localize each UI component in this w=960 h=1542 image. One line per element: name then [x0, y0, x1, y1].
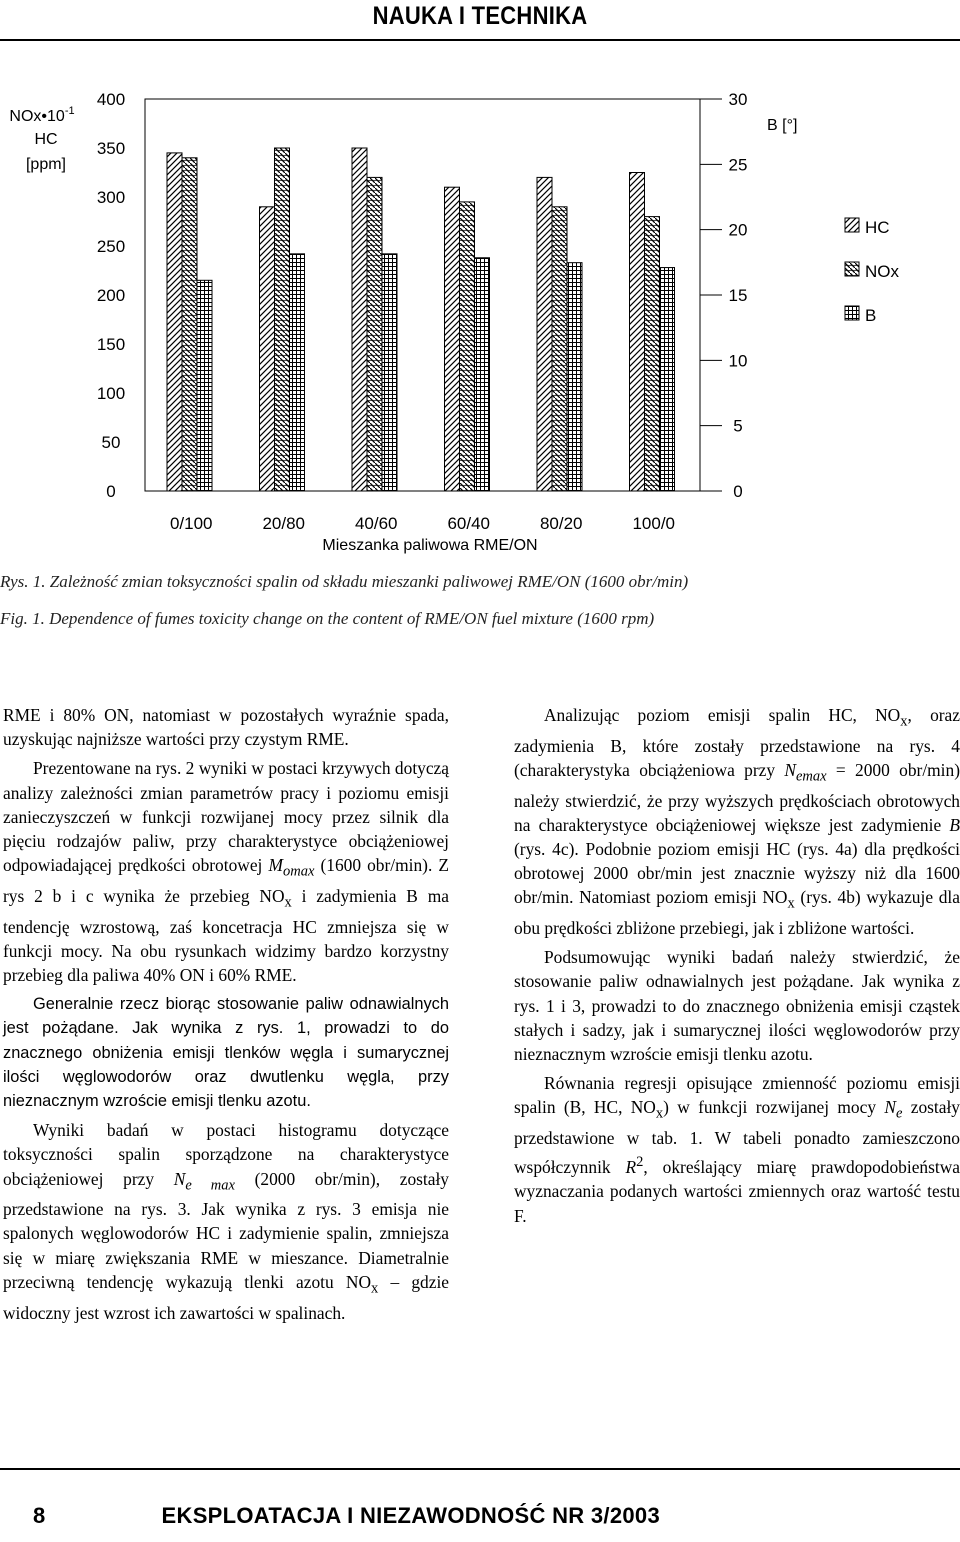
bar-nox: [552, 207, 567, 491]
x-axis-label: Mieszanka paliwowa RME/ON: [322, 537, 538, 554]
bar-b: [290, 254, 305, 491]
y-right-label: B [°]: [767, 117, 798, 134]
y-left-label-line1: $NOx•10^{-1}$: [9, 105, 75, 125]
y-right-tick-label: 30: [728, 90, 748, 109]
bar-hc: [537, 177, 552, 491]
bar-hc: [260, 207, 275, 491]
chart-legend: [845, 218, 900, 325]
y-right-tick-label: 5: [733, 416, 743, 436]
bar-hc: [445, 187, 460, 491]
y-left-label-superscript: -1: [64, 105, 75, 117]
figure-caption-en: Fig. 1. Dependence of fumes toxicity change on the content of RME/ON fuel mixture (1600 rpm): [0, 609, 655, 628]
right-paragraph-1: Analizując poziom emisji spalin HC, $NO_x$, oraz zadymienia B, które zostały przedstawione na rys. 4 (charakterystyka obciążeniowa przy $N_{emax} = 2000$ obr/min) należy stwierdzić, że przy wyższych prędkościach obrotowych na charakterystyce obciążeniowej większe jest zadymienie B (rys. 4c). Podobnie poziom emisji HC (rys. 4a) dla prędkości obrotowej 2000 obr/min jest znacznie wyższy niż dla 1600 obr/min. Natomiast poziom emisji $NO_x$ (rys. 4b) wykazuje dla obu prędkości zbliżone przebiegi, jak i zbliżone wartości.: [514, 705, 960, 939]
y-left-label-line3: [ppm]: [25, 156, 67, 173]
footer-rule: [0, 1468, 960, 1470]
plot-frame: [145, 99, 700, 491]
y-right-tick-label: 10: [728, 351, 748, 371]
legend-label-nox: NOx: [865, 262, 899, 281]
y-right-tick-label: 0: [733, 482, 743, 501]
y-left-tick-label: 350: [96, 139, 126, 158]
x-tick-label: 20/80: [262, 514, 306, 533]
bar-b: [567, 263, 582, 491]
bar-hc: [630, 173, 645, 492]
x-tick-label: 60/40: [447, 514, 491, 533]
left-paragraph-4: Wyniki badań w postaci histogramu dotyczące toksyczności spalin sporządzone na charakterystyce obciążeniowej przy $N_{e max}$ (2000 obr/min), zostały przedstawione na rys. 3. Jak wynika z rys. 3 emisja nie spalonych węglowodorów HC i zadymienie spalin, zmniejsza się w miarę zwiększania RME w mieszance. Diametralnie przeciwną tendencję wykazują tlenki azotu $NO_x$ – gdzie widoczny jest wzrost ich zawartości w spalinach.: [3, 1120, 449, 1323]
left-paragraph-3: Generalnie rzecz biorąc stosowanie paliw odnawialnych jest pożądane. Jak wynika z rys. 1, prowadzi to do znacznego obniżenia emisji tlenków węgla i sumarycznej ilości węglowodorów oraz dwutlenku węgla, przy nieznacznym wzroście emisji tlenku azotu.: [3, 995, 449, 1110]
page-number: 8: [33, 1503, 46, 1528]
legend-swatch-hc: [845, 218, 859, 232]
left-column: [3, 703, 449, 1330]
bar-hc: [352, 148, 367, 491]
y-left-tick-label: 50: [101, 433, 121, 452]
y-left-tick-label: 200: [96, 286, 126, 305]
journal-title: EKSPLOATACJA I NIEZAWODNOŚĆ NR 3/2003: [161, 1503, 660, 1528]
figure-caption-pl: Rys. 1. Zależność zmian toksyczności spalin od składu mieszanki paliwowej RME/ON (1600 obr/min): [0, 572, 689, 591]
y-left-tick-label: 300: [96, 188, 126, 207]
y-left-tick-label: 150: [96, 335, 126, 354]
header-title: NAUKA I TECHNIKA: [372, 2, 588, 30]
legend-swatch-nox: [845, 262, 859, 276]
bar-nox: [367, 177, 382, 491]
bar-nox: [182, 158, 197, 491]
bar-b: [382, 254, 397, 491]
header-rule: [0, 39, 960, 41]
y-right-tick-label: 25: [728, 155, 748, 175]
bar-nox: [275, 148, 290, 491]
bar-nox: [645, 217, 660, 491]
bar-chart: [0, 78, 960, 568]
left-paragraph-2: Prezentowane na rys. 2 wyniki w postaci krzywych dotyczą analizy zależności zmian parametrów pracy i poziomu emisji zanieczyszczeń w funkcji rozwijanej mocy przez silnik dla pięciu rodzajów paliw, przy charakterystyce obciążeniowej odpowiadającej prędkości obrotowej $M_{omax}$ (1600 obr/min). Z rys 2 b i c wynika że przebieg $NO_x$ i zadymienia B ma tendencję wzrostową, zaś koncetracja HC zmniejsza się w funkcji mocy. Na obu rysunkach widzimy bardzo korzystny przebieg dla paliwa 40% ON i 60% RME.: [3, 758, 449, 985]
x-tick-label: 80/20: [539, 514, 583, 533]
chart-figure: [0, 78, 960, 568]
y-left-tick-label: 250: [96, 237, 126, 256]
right-paragraph-3: Równania regresji opisujące zmienność poziomu emisji spalin (B, HC, $NO_x$) w funkcji rozwijanej mocy $N_e$ zostały przedstawione w tab. 1. W tabeli ponadto zamieszczono współczynnik $R^2$, określający miarę prawdopodobieństwa wyznaczania podanych wartości zmiennych oraz wartość testu F.: [514, 1073, 960, 1226]
legend-label-b: B: [865, 306, 877, 325]
y-left-tick-label: 400: [96, 90, 126, 109]
y-right-tick-label: 20: [728, 220, 748, 240]
left-paragraph-1: RME i 80% ON, natomiast w pozostałych wyraźnie spada, uzyskując najniższe wartości przy czystym RME.: [3, 705, 449, 750]
bar-nox: [460, 202, 475, 491]
y-left-tick-label: 100: [96, 384, 126, 403]
bar-b: [660, 268, 675, 491]
y-left-tick-label: 0: [106, 482, 116, 501]
y-left-label-line2: HC: [34, 131, 58, 148]
legend-label-hc: HC: [865, 218, 890, 237]
bar-hc: [167, 153, 182, 491]
y-right-tick-label: 15: [728, 286, 748, 305]
x-tick-label: 0/100: [169, 514, 213, 533]
x-tick-label: 40/60: [354, 514, 398, 533]
x-tick-label: 100/0: [632, 514, 676, 533]
bar-b: [475, 258, 490, 491]
right-column: [514, 703, 960, 1233]
legend-swatch-b: [845, 306, 859, 320]
bar-b: [197, 280, 212, 491]
right-paragraph-2: Podsumowując wyniki badań należy stwierdzić, że stosowanie paliw odnawialnych jest pożądane. Jak wynika z rys. 1 i 3, prowadzi to do znacznego obniżenia emisji cząstek stałych i sadzy, jak i sumarycznej ilości węglowodorów przy nieznacznym wzroście emisji tlenku azotu.: [514, 947, 960, 1065]
